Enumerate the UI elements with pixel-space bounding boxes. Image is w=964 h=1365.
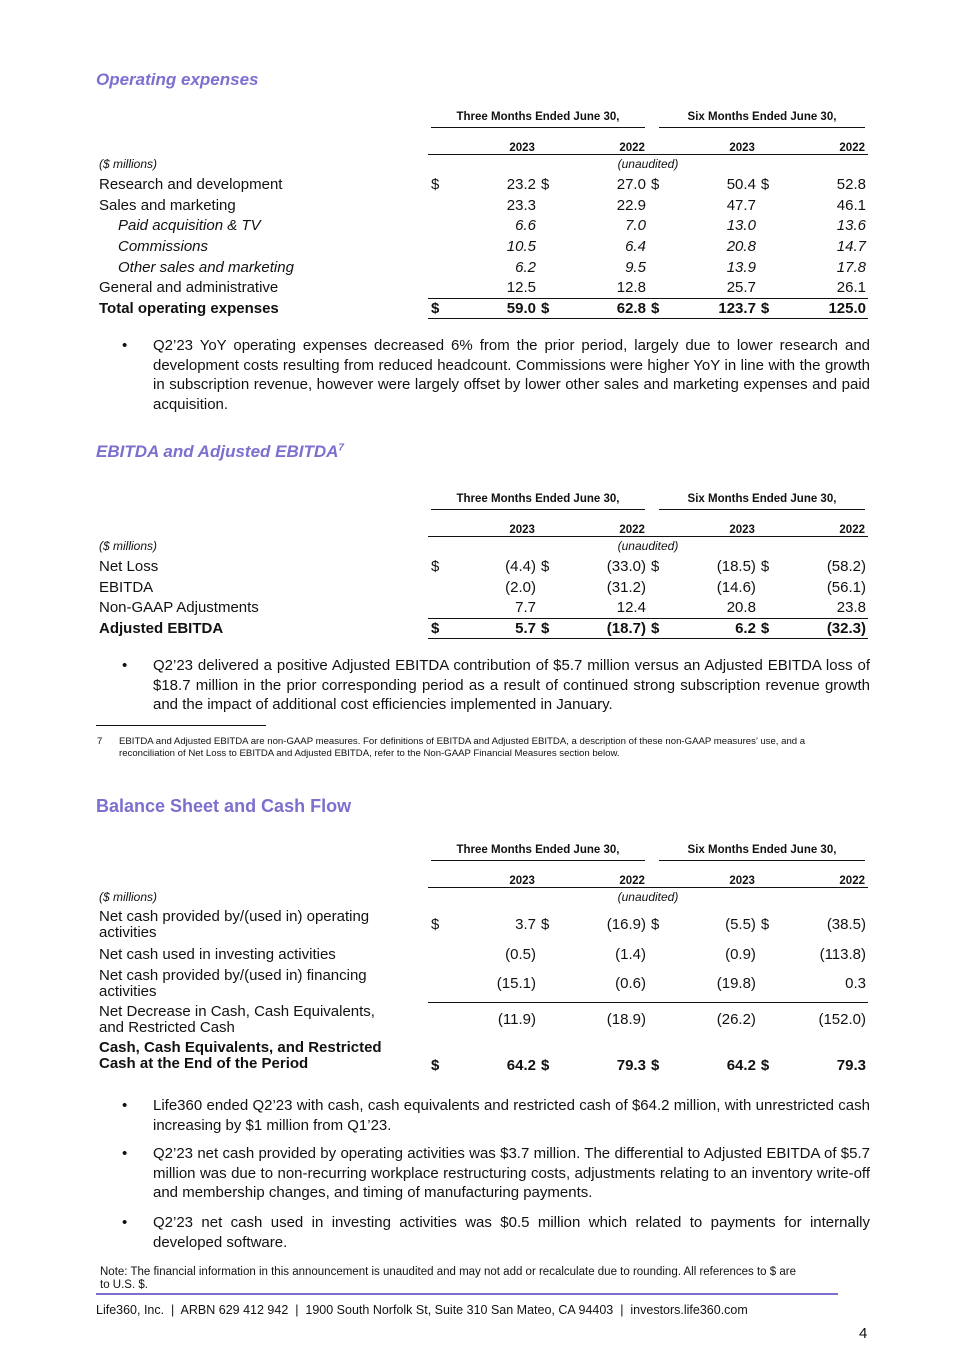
cell-value: (38.5) xyxy=(826,916,866,933)
table-row xyxy=(96,1002,868,1038)
three-months-header: Three Months Ended June 30, xyxy=(428,841,648,865)
currency-symbol: $ xyxy=(431,175,440,193)
cell-value: (113.8) xyxy=(819,946,866,963)
table-row xyxy=(96,577,868,598)
cell-value: 62.8 xyxy=(558,298,648,319)
cell-value: 5.7 xyxy=(448,618,538,639)
row-label: Other sales and marketing xyxy=(118,258,294,276)
balance-section-title: Balance Sheet and Cash Flow xyxy=(96,796,352,816)
table-row xyxy=(96,907,868,943)
currency-symbol: $ xyxy=(538,618,558,639)
units-label: ($ millions) xyxy=(99,539,158,553)
ebitda-table xyxy=(96,490,868,639)
six-months-header: Six Months Ended June 30, xyxy=(648,490,868,514)
currency-symbol: $ xyxy=(650,916,660,933)
currency-symbol: $ xyxy=(760,557,770,575)
currency-symbol: $ xyxy=(650,175,660,193)
cell-value: 26.1 xyxy=(778,277,868,298)
table-header-row xyxy=(96,490,868,514)
footnote-number: 7 xyxy=(97,736,103,747)
currency-symbol: $ xyxy=(760,916,770,933)
cell-value: (2.0) xyxy=(505,578,536,596)
table-row xyxy=(96,257,868,278)
row-label: Sales and marketing xyxy=(99,196,236,214)
cell-value: (0.9) xyxy=(725,946,756,963)
footnote-text: EBITDA and Adjusted EBITDA are non-GAAP measures. For definitions of EBITDA and Adjusted EBITDA, a description of these non-GAAP measures’ use, and a reconciliation of Net Loss to EBITDA and Adjusted EBITDA, refer to the Non-GAAP Financial Measures section below. xyxy=(119,736,806,759)
cell-value: 64.2 xyxy=(506,1057,536,1074)
cell-value: 59.0 xyxy=(448,298,538,319)
total-row xyxy=(96,298,868,319)
bullet-icon: • xyxy=(122,657,128,674)
cell-value: 79.3 xyxy=(616,1057,646,1074)
footnote xyxy=(97,736,837,759)
currency-symbol: $ xyxy=(540,916,550,933)
table-row xyxy=(96,277,868,298)
opex-table xyxy=(96,108,868,319)
cell-value: 13.6 xyxy=(836,217,866,235)
table-row xyxy=(96,966,868,1002)
bullet-icon: • xyxy=(122,337,128,354)
currency-symbol: $ xyxy=(648,618,668,639)
row-label: Net cash provided by/(used in) operating activities xyxy=(99,908,370,941)
bullet-icon: • xyxy=(122,1145,128,1162)
units-label: ($ millions) xyxy=(99,157,158,171)
currency-symbol: $ xyxy=(760,1057,770,1074)
year-2023: 2023 xyxy=(448,132,538,154)
opex-bullet: • Q2’23 YoY operating expenses decreased 6% from the prior period, largely due to lower research and development costs resulting from reduced headcount. Commissions were higher YoY in line with the growth in subscription revenue, however were largely offset by lower other sales and marketing expenses and paid acquisition. xyxy=(122,337,870,413)
bullet-icon: • xyxy=(122,1214,128,1231)
three-months-header: Three Months Ended June 30, xyxy=(428,490,648,514)
cell-value: (31.2) xyxy=(606,578,646,596)
three-months-header: Three Months Ended June 30, xyxy=(428,108,648,132)
row-label: EBITDA xyxy=(99,578,154,596)
footnote-divider xyxy=(96,725,266,726)
currency-symbol: $ xyxy=(540,557,550,575)
year-2022: 2022 xyxy=(778,514,868,536)
cell-value: 13.9 xyxy=(726,258,756,276)
row-label: Cash, Cash Equivalents, and Restricted Cash at the End of the Period xyxy=(99,1039,382,1072)
year-2022: 2022 xyxy=(558,132,648,154)
six-months-header: Six Months Ended June 30, xyxy=(648,841,868,865)
table-row xyxy=(96,174,868,195)
year-2023: 2023 xyxy=(668,132,758,154)
page-number: 4 xyxy=(859,1325,868,1342)
balance-bullet-2: • Q2’23 net cash provided by operating activities was $3.7 million. The differential to Adjusted EBITDA of $5.7 million was due to non-recurring workplace restructuring costs, adjustments relating to an inventory write-off and membership changes, and timing of manufacturing payments. xyxy=(122,1145,870,1202)
cell-value: 79.3 xyxy=(836,1057,866,1074)
currency-symbol: $ xyxy=(428,298,448,319)
row-label: Net Decrease in Cash, Cash Equivalents, and Restricted Cash xyxy=(99,1003,375,1036)
units-label: ($ millions) xyxy=(99,890,158,904)
cell-value: (19.8) xyxy=(668,966,758,1002)
balance-bullet-3: • Q2’23 net cash used in investing activities was $0.5 million which related to payments for internally developed software. xyxy=(122,1214,870,1251)
cell-value: (1.4) xyxy=(615,946,646,963)
cell-value: 13.0 xyxy=(726,217,756,235)
total-row xyxy=(96,618,868,639)
cell-value: (4.4) xyxy=(505,557,536,575)
units-row xyxy=(96,154,868,174)
cell-value: 20.8 xyxy=(726,237,756,255)
row-label: Paid acquisition & TV xyxy=(118,217,261,235)
cell-value: 64.2 xyxy=(726,1057,756,1074)
cell-value: 17.8 xyxy=(836,258,866,276)
cell-value: (152.0) xyxy=(818,1011,866,1029)
table-row xyxy=(96,195,868,216)
cell-value: 6.2 xyxy=(668,618,758,639)
cell-value: (14.6) xyxy=(716,578,756,596)
page-footer: Life360, Inc. | ARBN 629 412 942 | 1900 South Norfolk St, Suite 310 San Mateo, CA 94403 | investors.life360.com xyxy=(96,1303,748,1317)
table-row xyxy=(96,236,868,257)
currency-symbol: $ xyxy=(540,175,550,193)
year-2022: 2022 xyxy=(558,514,648,536)
currency-symbol: $ xyxy=(431,1057,440,1074)
currency-symbol: $ xyxy=(538,298,558,319)
year-2023: 2023 xyxy=(448,514,538,536)
row-label: Total operating expenses xyxy=(99,299,279,317)
cell-value: (0.6) xyxy=(558,966,648,1002)
row-label: Commissions xyxy=(118,237,209,255)
currency-symbol: $ xyxy=(428,618,448,639)
cell-value: 22.9 xyxy=(616,196,646,214)
table-header-row xyxy=(96,841,868,865)
cell-value: 27.0 xyxy=(616,175,646,193)
year-2022: 2022 xyxy=(778,865,868,887)
unaudited-label: (unaudited) xyxy=(617,157,679,172)
cell-value: (0.5) xyxy=(505,946,536,963)
currency-symbol: $ xyxy=(648,298,668,319)
cell-value: 0.3 xyxy=(778,966,868,1002)
row-label: Research and development xyxy=(99,175,283,193)
cell-value: 9.5 xyxy=(625,258,646,276)
cell-value: 23.3 xyxy=(506,196,536,214)
currency-symbol: $ xyxy=(650,1057,660,1074)
currency-symbol: $ xyxy=(758,298,778,319)
cell-value: (5.5) xyxy=(725,916,756,933)
balance-table xyxy=(96,841,868,1074)
unaudited-label: (unaudited) xyxy=(617,890,679,905)
cell-value: 6.6 xyxy=(515,217,536,235)
currency-symbol: $ xyxy=(431,916,440,933)
cell-value: 46.1 xyxy=(836,196,866,214)
six-months-header: Six Months Ended June 30, xyxy=(648,108,868,132)
cell-value: 47.7 xyxy=(726,196,756,214)
table-header-row xyxy=(96,108,868,132)
cell-value: 14.7 xyxy=(836,237,866,255)
year-2023: 2023 xyxy=(668,514,758,536)
currency-symbol: $ xyxy=(431,557,440,575)
year-2022: 2022 xyxy=(778,132,868,154)
ebitda-bullet: • Q2’23 delivered a positive Adjusted EBITDA contribution of $5.7 million versus an Adjusted EBITDA loss of $18.7 million in the prior corresponding period as a result of continued strong subscription revenue growth and the impact of additional cost efficiencies implemented in January. xyxy=(122,657,870,714)
cell-value: 20.8 xyxy=(668,597,758,618)
year-2022: 2022 xyxy=(558,865,648,887)
year-header-row xyxy=(96,132,868,154)
cell-value: 23.2 xyxy=(506,175,536,193)
cell-value: (33.0) xyxy=(606,557,646,575)
bullet-icon: • xyxy=(122,1097,128,1114)
cell-value: 25.7 xyxy=(668,277,758,298)
row-label: Net Loss xyxy=(99,557,159,575)
cell-value: (56.1) xyxy=(826,578,866,596)
opex-section-title: Operating expenses xyxy=(96,70,259,89)
row-label: Adjusted EBITDA xyxy=(99,619,224,637)
cell-value: (15.1) xyxy=(448,966,538,1002)
ebitda-section-title: EBITDA and Adjusted EBITDA$^7$ xyxy=(96,442,344,461)
cell-value: (18.9) xyxy=(606,1011,646,1029)
cell-value: (18.7) xyxy=(558,618,648,639)
row-label: Non-GAAP Adjustments xyxy=(99,599,259,617)
row-label: Net cash provided by/(used in) financing activities xyxy=(99,967,367,1000)
currency-symbol: $ xyxy=(758,618,778,639)
cell-value: (32.3) xyxy=(778,618,868,639)
cell-value: 3.7 xyxy=(515,916,536,933)
cell-value: (26.2) xyxy=(716,1011,756,1029)
currency-symbol: $ xyxy=(650,557,660,575)
cell-value: 12.4 xyxy=(558,597,648,618)
footer-divider xyxy=(96,1293,838,1295)
cell-value: 6.4 xyxy=(625,237,646,255)
cell-value: (11.9) xyxy=(497,1011,536,1029)
table-row xyxy=(96,943,868,966)
total-row xyxy=(96,1038,868,1074)
cell-value: 6.2 xyxy=(515,258,536,276)
table-row xyxy=(96,215,868,236)
year-header-row xyxy=(96,514,868,536)
cell-value: (16.9) xyxy=(606,916,646,933)
cell-value: 7.7 xyxy=(448,597,538,618)
year-2023: 2023 xyxy=(448,865,538,887)
currency-symbol: $ xyxy=(540,1057,550,1074)
cell-value: 7.0 xyxy=(625,217,646,235)
balance-bullet-1: • Life360 ended Q2’23 with cash, cash equivalents and restricted cash of $64.2 million, with unrestricted cash increasing by $1 million from Q1’23. xyxy=(122,1097,870,1134)
units-row xyxy=(96,536,868,556)
cell-value: 23.8 xyxy=(778,597,868,618)
unaudited-label: (unaudited) xyxy=(617,539,679,554)
year-2023: 2023 xyxy=(668,865,758,887)
cell-value: 52.8 xyxy=(836,175,866,193)
cell-value: (18.5) xyxy=(716,557,756,575)
cell-value: 10.5 xyxy=(506,237,536,255)
cell-value: 12.5 xyxy=(448,277,538,298)
table-row xyxy=(96,556,868,577)
units-row xyxy=(96,887,868,907)
currency-symbol: $ xyxy=(760,175,770,193)
table-row xyxy=(96,597,868,618)
row-label: General and administrative xyxy=(99,279,279,297)
year-header-row xyxy=(96,865,868,887)
disclaimer-note: Note: The financial information in this announcement is unaudited and may not add or recalculate due to rounding. All references to $ are to U.S. $. xyxy=(100,1266,796,1291)
cell-value: 50.4 xyxy=(726,175,756,193)
cell-value: 123.7 xyxy=(668,298,758,319)
cell-value: 12.8 xyxy=(558,277,648,298)
cell-value: (58.2) xyxy=(826,557,866,575)
cell-value: 125.0 xyxy=(778,298,868,319)
row-label: Net cash used in investing activities xyxy=(99,946,336,963)
